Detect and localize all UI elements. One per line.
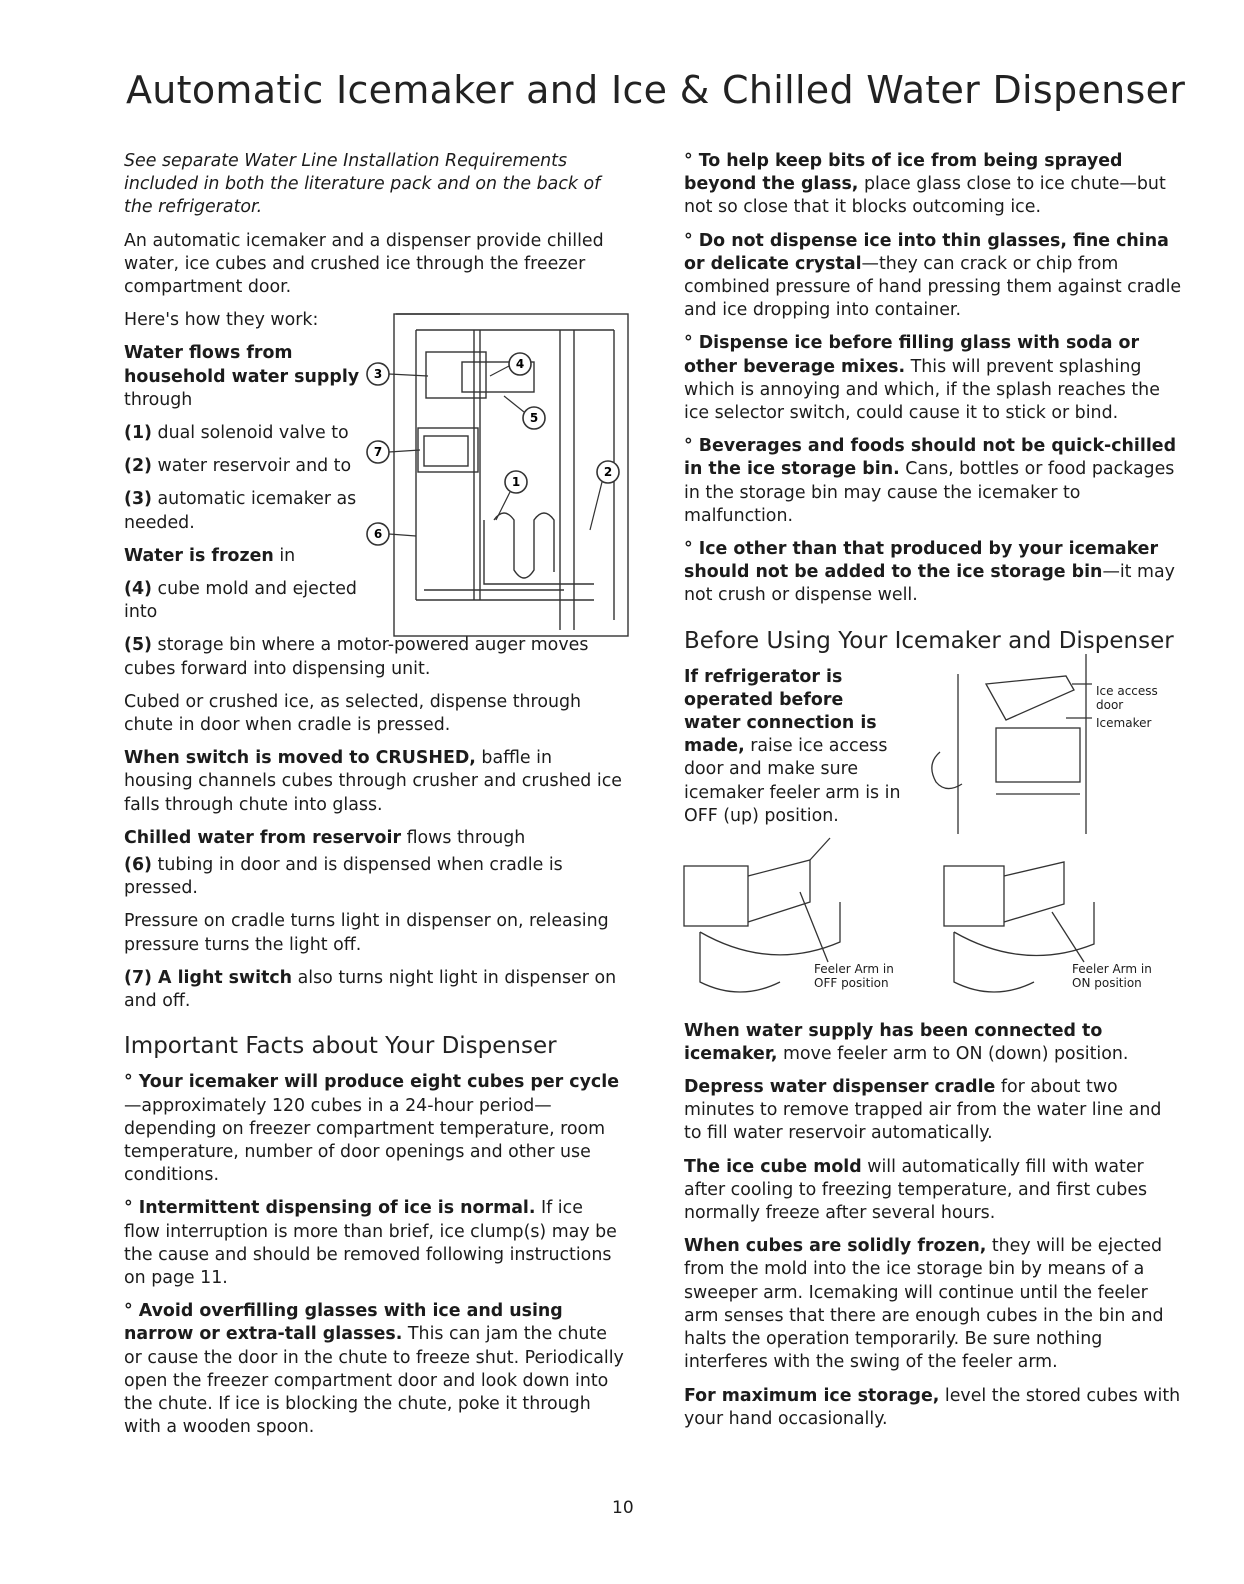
ice-access-door-figure <box>916 654 1180 838</box>
callout-7: 7 <box>373 445 383 459</box>
feeler-arm-off-figure <box>680 832 910 1008</box>
icemaker-schematic-diagram <box>364 310 634 650</box>
pressure-paragraph: Pressure on cradle turns light in dispenser on, releasing pressure turns the light off. <box>124 911 609 955</box>
fact-3: ° Avoid overfilling glasses with ice and using narrow or extra-tall glasses. This can jam the chute or cause the door in the chute to freeze shut. Periodically open the freezer compartment door and look down into the chute. If ice is blocking the chute, poke it through with a wooden spoon. <box>124 1301 624 1438</box>
before-paragraph: If refrigerator is operated before water connection is made, raise ice access door and make sure icemaker feeler arm is in OFF (up) position. <box>684 666 901 826</box>
label-feeler-arm-on: Feeler Arm in ON position <box>1072 962 1152 990</box>
water-flow-steps <box>124 342 364 624</box>
cubed-paragraph: Cubed or crushed ice, as selected, dispense through chute in door when cradle is pressed. <box>124 691 582 736</box>
chilled-paragraph: Chilled water from reservoir flows through <box>124 827 526 848</box>
tip-5: ° Ice other than that produced by your icemaker should not be added to the ice storage bin—it may not crush or dispense well. <box>684 539 1175 606</box>
feeler-arm-on-figure <box>934 832 1184 1008</box>
page-title: Automatic Icemaker and Ice & Chilled Water Dispenser <box>126 68 1186 112</box>
step-3: (3) automatic icemaker as needed. <box>124 489 357 533</box>
fact-1: ° Your icemaker will produce eight cubes per cycle—approximately 120 cubes in a 24-hour period—depending on freezer compartment temperature, room temperature, number of door openings and other use conditions. <box>124 1072 619 1186</box>
step-7: (7) A light switch also turns night light in dispenser on and off. <box>124 967 617 1012</box>
callout-3: 3 <box>373 367 383 381</box>
frozen-cubes-paragraph: When cubes are solidly frozen, they will be ejected from the mold into the ice storage bin by means of a sweeper arm. Icemaking will continue until the feeler arm senses that there are enough cubes in the bin and halts the operation temporarily. Be sure nothing interferes with the swing of the feeler arm. <box>684 1236 1164 1373</box>
step-6: (6) tubing in door and is dispensed when cradle is pressed. <box>124 855 563 899</box>
callout-6: 6 <box>373 527 383 541</box>
max-storage-paragraph: For maximum ice storage, level the stored cubes with your hand occasionally. <box>684 1385 1181 1429</box>
step-2: (2) water reservoir and to <box>124 456 352 477</box>
label-icemaker: Icemaker <box>1096 716 1152 730</box>
step-1: (1) dual solenoid valve to <box>124 423 349 444</box>
callout-1: 1 <box>511 475 521 489</box>
label-feeler-arm-off: Feeler Arm in OFF position <box>814 962 894 990</box>
step-4: (4) cube mold and ejected into <box>124 579 357 623</box>
fact-2: ° Intermittent dispensing of ice is normal. If ice flow interruption is more than brief, ice clump(s) may be the cause and should be removed following instructions on page 11. <box>124 1198 617 1288</box>
mold-paragraph: The ice cube mold will automatically fill with water after cooling to freezing temperature, and first cubes normally freeze after several hours. <box>684 1156 1148 1224</box>
label-ice-access-door: Ice access door <box>1096 684 1158 712</box>
before-section-title: Before Using Your Icemaker and Dispenser <box>684 627 1174 654</box>
tip-1: ° To help keep bits of ice from being sprayed beyond the glass, place glass close to ice chute—but not so close that it blocks outcoming ice. <box>684 151 1166 218</box>
facts-section-title: Important Facts about Your Dispenser <box>124 1033 557 1060</box>
connected-paragraph: When water supply has been connected to icemaker, move feeler arm to ON (down) position. <box>684 1020 1129 1064</box>
crushed-paragraph: When switch is moved to CRUSHED, baffle in housing channels cubes through crusher and crushed ice falls through chute into glass. <box>124 748 622 815</box>
page-number: 10 <box>612 1498 634 1518</box>
water-flows-paragraph: Water flows from household water supply through <box>124 343 360 410</box>
callout-2: 2 <box>603 465 613 479</box>
tip-3: ° Dispense ice before filling glass with soda or other beverage mixes. This will prevent splashing which is annoying and which, if the splash reaches the ice selector switch, could cause it to stick or bind. <box>684 333 1160 424</box>
step-5: (5) storage bin where a motor-powered auger moves cubes forward into dispensing unit. <box>124 635 589 679</box>
intro-paragraph: An automatic icemaker and a dispenser provide chilled water, ice cubes and crushed ice through the freezer compartment door. <box>124 230 604 298</box>
how-they-work: Here's how they work: <box>124 310 319 331</box>
depress-paragraph: Depress water dispenser cradle for about two minutes to remove trapped air from the water line and to fill water reservoir automatically. <box>684 1077 1162 1144</box>
frozen-paragraph: Water is frozen in <box>124 545 296 566</box>
callout-5: 5 <box>529 411 539 425</box>
intro-italic: See separate Water Line Installation Requirements included in both the literature pack and on the back of the refrigerator. <box>124 151 601 218</box>
tip-2: ° Do not dispense ice into thin glasses, fine china or delicate crystal—they can crack or chip from combined pressure of hand pressing them against cradle and ice dropping into container. <box>684 230 1182 321</box>
tip-4: ° Beverages and foods should not be quick-chilled in the ice storage bin. Cans, bottles or food packages in the storage bin may cause the icemaker to malfunction. <box>684 436 1177 526</box>
callout-4: 4 <box>515 357 525 371</box>
